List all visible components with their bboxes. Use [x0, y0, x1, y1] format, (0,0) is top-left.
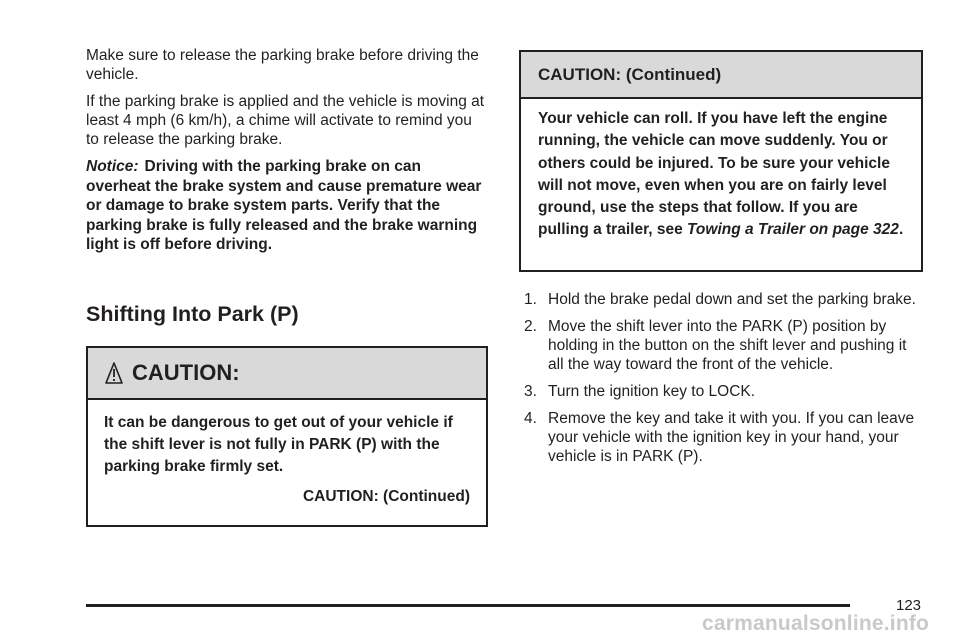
caution-text: It can be dangerous to get out of your vehicle if the shift lever is not fully in PARK (P) with the parking brake firmly set. — [104, 414, 453, 475]
step-number: 4. — [524, 410, 537, 427]
notice-text: Driving with the parking brake on can overheat the brake system and cause premature wear or damage to brake system parts. Verify that the parking brake is fully released and the brake warning light is off before driving. — [86, 158, 482, 253]
caution-continued-box — [519, 50, 923, 272]
caution-continued-end: . — [898, 221, 904, 239]
left-column — [86, 46, 488, 505]
caution-continued: CAUTION: (Continued) — [302, 488, 470, 505]
step-text: Move the shift lever into the PARK (P) position by holding in the button on the shift lever and pushing it all the way toward the front of the vehicle. — [548, 318, 907, 373]
step-item — [524, 290, 924, 309]
step-item — [524, 317, 924, 374]
paragraph-chime: If the parking brake is applied and the vehicle is moving at least 4 mph (6 km/h), a chime will activate to remind you to release the parking brake. — [86, 93, 485, 148]
caution-continued-text: Your vehicle can roll. If you have left the engine running, the vehicle can move suddenly. You or others could be injured. To be sure your vehicle will not move, even when you are on fairly level ground, use the steps that follow. If you are pulling a trailer, see — [538, 110, 890, 239]
step-number: 2. — [524, 318, 537, 335]
caution-box — [86, 346, 488, 527]
step-text: Turn the ignition key to LOCK. — [548, 383, 756, 400]
step-text: Remove the key and take it with you. If you can leave your vehicle with the ignition key in your hand, your vehicle is in PARK (P). — [548, 410, 915, 465]
step-number: 1. — [524, 291, 537, 308]
caution-header — [88, 348, 486, 400]
step-number: 3. — [524, 383, 537, 400]
paragraph-release-brake: Make sure to release the parking brake before driving the vehicle. — [86, 47, 479, 83]
notice-label: Notice: — [86, 158, 139, 175]
footer-rule — [86, 604, 850, 607]
step-item — [524, 382, 924, 401]
notice-block — [86, 157, 488, 255]
step-text: Hold the brake pedal down and set the parking brake. — [548, 291, 916, 308]
caution-continued-header — [521, 52, 921, 99]
section-heading: Shifting Into Park (P) — [86, 302, 299, 326]
steps-list — [524, 290, 924, 474]
caution-body — [88, 400, 486, 508]
watermark: carmanualsonline.info — [702, 612, 930, 635]
caution-continued-title: CAUTION: (Continued) — [538, 64, 722, 84]
warning-triangle-icon — [104, 361, 124, 385]
towing-reference: Towing a Trailer on page 322 — [687, 221, 899, 239]
caution-title: CAUTION: — [132, 360, 240, 385]
step-item — [524, 409, 924, 466]
page-number: 123 — [896, 597, 922, 614]
caution-continued-body — [521, 99, 921, 242]
